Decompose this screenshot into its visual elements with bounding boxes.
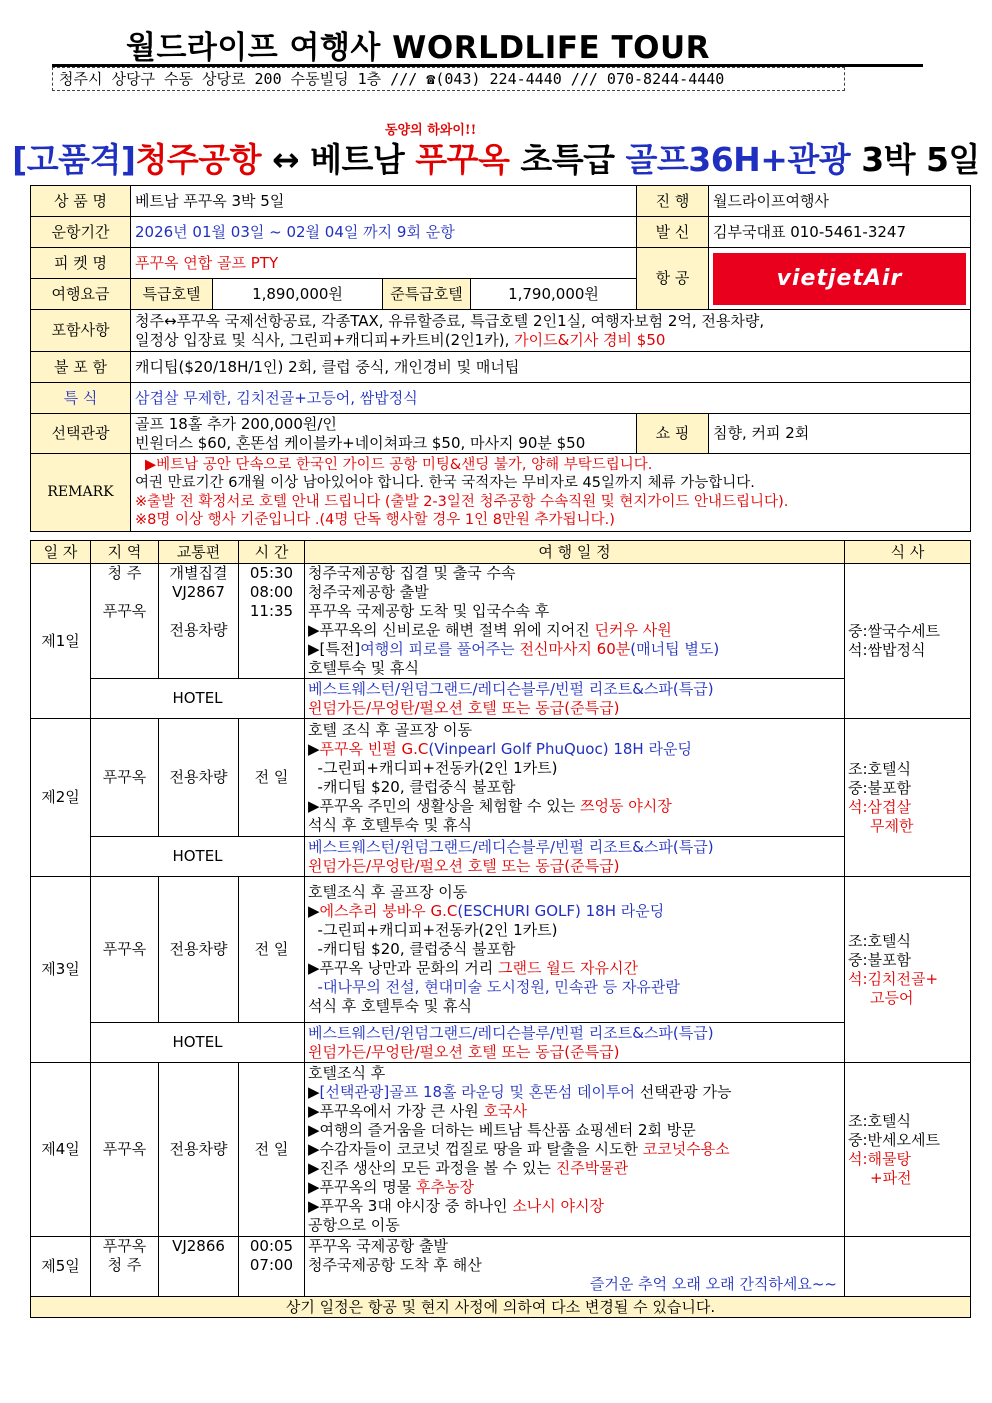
day2-line4: -캐디팁 $20, 클럽중식 불포함 [308,777,516,796]
day5-region2: 청 주 [107,1256,142,1274]
title-part2: 청주공항 [135,140,261,179]
day3-hotel-line1: 베스트웨스턴/윈덤그랜드/레디슨블루/빈펄 리조트&스파(특급) [308,1023,714,1042]
day4-line6-highlight: 진주박물관 [555,1159,629,1177]
day4-line4: ▶여행의 즐거움을 더하는 베트남 특산품 쇼핑센터 2회 방문 [308,1121,696,1139]
remark-value [131,454,971,532]
day1-line5-note: (매너팁 별도) [630,640,720,658]
day4-transport: 전용차량 [159,1063,239,1237]
airline-label: 항 공 [637,248,709,310]
day1-region2: 푸꾸옥 [102,602,147,620]
option-label: 선택관광 [31,414,131,454]
header-schedule: 여 행 일 정 [305,541,845,564]
day1-meal [845,564,971,719]
day1-time2: 08:00 [249,583,294,601]
period-value: 2026년 01월 03일 ~ 02월 04일 까지 9회 운항 [131,217,637,248]
day1-trans3: 전용차량 [169,621,228,639]
day4-meal4: +파전 [870,1168,912,1187]
exclude-value: 캐디팁($20/18H/1인) 2회, 클럽 중식, 개인경비 및 매너팁 [131,352,971,383]
day5-schedule [305,1237,845,1297]
day1-hotel-label: HOTEL [91,679,305,719]
day3-line4: -캐디팁 $20, 클럽중식 불포함 [308,940,516,958]
company-header [52,20,923,90]
include-line2 [135,331,966,350]
day5-time1: 00:05 [249,1237,294,1255]
special-meal-label: 특 식 [31,383,131,414]
day1-region1: 청 주 [107,564,142,582]
day4-meal2: 중:반세오세트 [848,1130,940,1149]
itinerary-footer-note: 상기 일정은 항공 및 현지 사정에 의하여 다소 변경될 수 있습니다. [31,1297,971,1318]
day2-hotel-line2: 윈덤가든/무엉탄/펄오션 호텔 또는 동급(준특급) [308,856,620,875]
day4-line2 [308,1083,841,1102]
day1-trans1: 개별집결 [169,564,228,582]
include-line1: 청주↔푸꾸옥 국제선항공료, 각종TAX, 유류할증료, 특급호텔 2인1실, 여행자보험 2억, 전용차량, [135,311,765,330]
day4-meal [845,1063,971,1237]
day5-time2: 07:00 [249,1256,294,1274]
day3-line5 [308,959,841,978]
title-part7: 3박 5일 [850,140,980,179]
day3-meal4: 고등어 [870,988,914,1007]
header-day: 일 자 [31,541,91,564]
day1-time [239,564,305,679]
slogan: 동양의 하와이!! [385,123,477,138]
day2-hotel-label: HOTEL [91,837,305,877]
fee1-name: 특급호텔 [131,279,213,310]
day1-line4-highlight: 딘커우 사원 [594,621,672,639]
day3-line6: -대나무의 전설, 현대미술 도시정원, 민속관 등 자유관람 [308,978,680,996]
day4-line7 [308,1178,841,1197]
day3-label: 제3일 [31,877,91,1063]
day3-line2-text: (ESCHURI GOLF) 18H 라운딩 [457,902,665,920]
day4-line5-highlight: 코코넛수용소 [642,1140,730,1158]
day2-label: 제2일 [31,719,91,877]
day3-meal3: 석:김치전골+ [848,969,939,988]
day3-time: 전 일 [239,877,305,1023]
remark-line1: ▶베트남 공안 단속으로 한국인 가이드 공항 미팅&샌딩 불가, 양해 부탁드립니다. [145,456,653,473]
day4-line6-text: ▶진주 생산의 모든 과정을 볼 수 있는 [308,1159,556,1177]
vietjet-air-logo: vietjetAir [713,253,966,305]
remark-label: REMARK [31,454,131,532]
day4-line8-text: ▶푸꾸옥 3대 야시장 중 하나인 [308,1197,513,1215]
shopping-label: 쇼 핑 [637,414,709,454]
day2-line2-text: (Vinpearl Golf PhuQuoc) 18H 라운딩 [428,739,692,758]
day2-line2-highlight: 푸꾸옥 빈펄 G.C [319,739,429,758]
day3-line2 [308,902,841,921]
tour-info-table [30,185,971,532]
day3-transport: 전용차량 [159,877,239,1023]
day3-line5-highlight: 그랜드 월드 자유시간 [498,959,638,977]
day1-meal2: 석:쌈밥정식 [848,641,926,659]
day2-line5 [308,797,841,816]
day1-line5-prefix: ▶[특전] [308,640,361,658]
special-meal-value: 삼겹살 무제한, 김치전골+고등어, 쌈밥정식 [131,383,971,414]
day4-line2-highlight: [선택관광]골프 18홀 라운딩 및 혼똔섬 데이투어 [319,1083,635,1101]
fee2-value: 1,790,000원 [471,279,637,310]
day4-schedule [305,1063,845,1237]
day1-region [91,564,159,679]
include-line2-text: 일정상 입장료 및 식사, 그린피+캐디피+카트비(2인1카), [135,330,515,349]
option-line1: 골프 18홀 추가 200,000원/인 [135,414,337,433]
period-label: 운항기간 [31,217,131,248]
day5-line2: 청주국제공항 도착 후 해산 [308,1256,482,1274]
day1-line4-text: ▶푸꾸옥의 신비로운 해변 절벽 위에 지어진 [308,621,595,639]
day1-label: 제1일 [31,564,91,719]
header-region: 지 역 [91,541,159,564]
header-transport: 교통편 [159,541,239,564]
day5-label: 제5일 [31,1237,91,1297]
day4-line5-text: ▶수감자들이 코코넛 껍질로 땅을 파 탈출을 시도한 [308,1140,643,1158]
day2-meal3: 석:삼겹살 [848,797,912,816]
day1-line1: 청주국제공항 집결 및 출국 수속 [308,564,516,582]
day4-line2-text: 선택관광 가능 [635,1083,732,1101]
title-part1: [고품격] [12,140,136,179]
airline-cell [709,248,971,310]
day1-hotel-line2: 윈덤가든/무엉탄/펄오션 호텔 또는 동급(준특급) [308,698,620,717]
day2-line3: -그린피+캐디피+전동카(2인 1카트) [308,758,558,777]
exclude-label: 불 포 함 [31,352,131,383]
header-time: 시 간 [239,541,305,564]
day4-line7-text: ▶푸꾸옥의 명물 [308,1178,417,1196]
tour-title [0,134,992,181]
day4-line9: 공항으로 이동 [308,1216,400,1234]
day4-line3 [308,1102,841,1121]
day1-transport [159,564,239,679]
ticket-value: 푸꾸옥 연합 골프 PTY [131,248,637,279]
day5-transport: VJ2866 [159,1237,239,1297]
day3-line5-text: ▶푸꾸옥 낭만과 문화의 거리 [308,959,498,977]
day3-meal [845,877,971,1063]
title-part4: 푸꾸옥 [415,140,510,179]
product-label: 상 품 명 [31,186,131,217]
day3-line7: 석식 후 호텔투숙 및 휴식 [308,997,472,1015]
day4-region: 푸꾸옥 [91,1063,159,1237]
day3-line3: -그린피+캐디피+전동카(2인 1카트) [308,921,558,939]
day4-line8 [308,1197,841,1216]
day1-line2: 청주국제공항 출발 [308,583,429,601]
fee2-name: 준특급호텔 [383,279,471,310]
day2-hotel-line1: 베스트웨스턴/윈덤그랜드/레디슨블루/빈펄 리조트&스파(특급) [308,837,714,856]
day5-closing-message: 즐거운 추억 오래 오래 간직하세요~~ [589,1275,837,1293]
day5-region1: 푸꾸옥 [102,1237,147,1255]
product-value: 베트남 푸꾸옥 3박 5일 [131,186,637,217]
day4-label: 제4일 [31,1063,91,1237]
day2-line1: 호텔 조식 후 골프장 이동 [308,720,472,739]
day5-line1: 푸꾸옥 국제공항 출발 [308,1237,448,1255]
day4-line7-highlight: 후추농장 [416,1178,474,1196]
day1-meal1: 중:쌀국수세트 [848,622,940,640]
company-title-bar [52,20,923,67]
day4-line6 [308,1159,841,1178]
shopping-value: 침향, 커피 2회 [709,414,971,454]
day3-hotel-line2: 윈덤가든/무엉탄/펄오션 호텔 또는 동급(준특급) [308,1042,620,1061]
day1-trans2: VJ2867 [172,583,225,601]
day3-line2-highlight: 에스추리 붕바우 G.C [319,902,458,920]
day1-line5 [308,640,841,659]
day2-meal4: 무제한 [870,816,914,835]
day4-line8-highlight: 소나시 야시장 [512,1197,605,1215]
day2-meal2: 중:불포함 [848,778,912,797]
remark-line4: ※8명 이상 행사 기준입니다 .(4명 단독 행사할 경우 1인 8만원 추가됩니다.) [135,512,615,528]
day1-time3: 11:35 [249,602,294,620]
progress-value: 월드라이프여행사 [709,186,971,217]
sender-value: 김부국대표 010-5461-3247 [709,217,971,248]
include-value [131,310,971,352]
day4-meal1: 조:호텔식 [848,1111,912,1130]
day3-meal2: 중:불포함 [848,950,912,969]
day2-meal [845,719,971,877]
option-line2: 빈원더스 $60, 혼똔섬 케이블카+네이쳐파크 $50, 마사지 90분 $50 [135,433,586,452]
day3-hotel-label: HOTEL [91,1023,305,1063]
company-address: 청주시 상당구 수동 상당로 200 수동빌딩 1층 /// ☎(043) 224-4440 /// 070-8244-4440 [52,67,845,91]
day5-time [239,1237,305,1297]
title-part6: 골프36H+관광 [625,140,851,179]
include-guide-fee: 가이드&기사 경비 $50 [514,330,666,349]
day5-meal [845,1237,971,1297]
company-name: 월드라이프 여행사 WORLDLIFE TOUR [126,30,711,66]
day2-hotel [305,837,845,877]
day1-schedule [305,564,845,679]
day5-region [91,1237,159,1297]
day1-hotel [305,679,845,719]
day2-region: 푸꾸옥 [91,719,159,837]
remark-line2: 여권 만료기간 6개월 이상 남아있어야 합니다. 한국 국적자는 무비자로 45일까지 체류 가능합니다. [135,475,755,491]
day4-line2-prefix: ▶ [308,1083,320,1101]
day2-line2-prefix: ▶ [308,739,320,758]
day2-line6: 석식 후 호텔투숙 및 휴식 [308,815,472,834]
day3-region: 푸꾸옥 [91,877,159,1023]
day4-meal3: 석:해물탕 [848,1149,912,1168]
day2-line5-highlight: 쯔엉동 야시장 [580,796,672,815]
day1-line4 [308,621,841,640]
title-part3: ↔ 베트남 [260,140,416,179]
day1-time1: 05:30 [249,564,294,582]
progress-label: 진 행 [637,186,709,217]
day4-line3-highlight: 호국사 [483,1102,527,1120]
day1-line3: 푸꾸옥 국제공항 도착 및 입국수속 후 [308,602,550,620]
option-value [131,414,637,454]
day1-line5-highlight: 전신마사지 60분 [519,640,631,658]
fee1-value: 1,890,000원 [213,279,383,310]
day2-line2 [308,740,841,759]
day4-line5 [308,1140,841,1159]
header-meal: 식 사 [845,541,971,564]
fee-label: 여행요금 [31,279,131,310]
day2-transport: 전용차량 [159,719,239,837]
day1-line6: 호텔투숙 및 휴식 [308,659,419,677]
remark-line3: ※출발 전 확정서로 호텔 안내 드립니다 (출발 2-3일전 청주공항 수속직원 및 현지가이드 안내드립니다). [135,493,789,510]
day3-schedule [305,877,845,1023]
ticket-label: 피 켓 명 [31,248,131,279]
day4-time: 전 일 [239,1063,305,1237]
day3-hotel [305,1023,845,1063]
day1-hotel-line1: 베스트웨스턴/윈덤그랜드/레디슨블루/빈펄 리조트&스파(특급) [308,679,714,698]
day3-line1: 호텔조식 후 골프장 이동 [308,883,468,901]
day1-line5-text: 여행의 피로를 풀어주는 [360,640,520,658]
day2-time: 전 일 [239,719,305,837]
itinerary-table [30,540,971,1318]
title-part5: 초특급 [509,140,626,179]
day2-line5-text: ▶푸꾸옥 주민의 생활상을 체험할 수 있는 [308,796,580,815]
day2-schedule [305,719,845,837]
sender-label: 발 신 [637,217,709,248]
include-label: 포함사항 [31,310,131,352]
day4-line3-text: ▶푸꾸옥에서 가장 큰 사원 [308,1102,484,1120]
day4-line1: 호텔조식 후 [308,1064,386,1082]
day2-meal1: 조:호텔식 [848,759,912,778]
day3-meal1: 조:호텔식 [848,931,912,950]
day3-line2-prefix: ▶ [308,902,320,920]
